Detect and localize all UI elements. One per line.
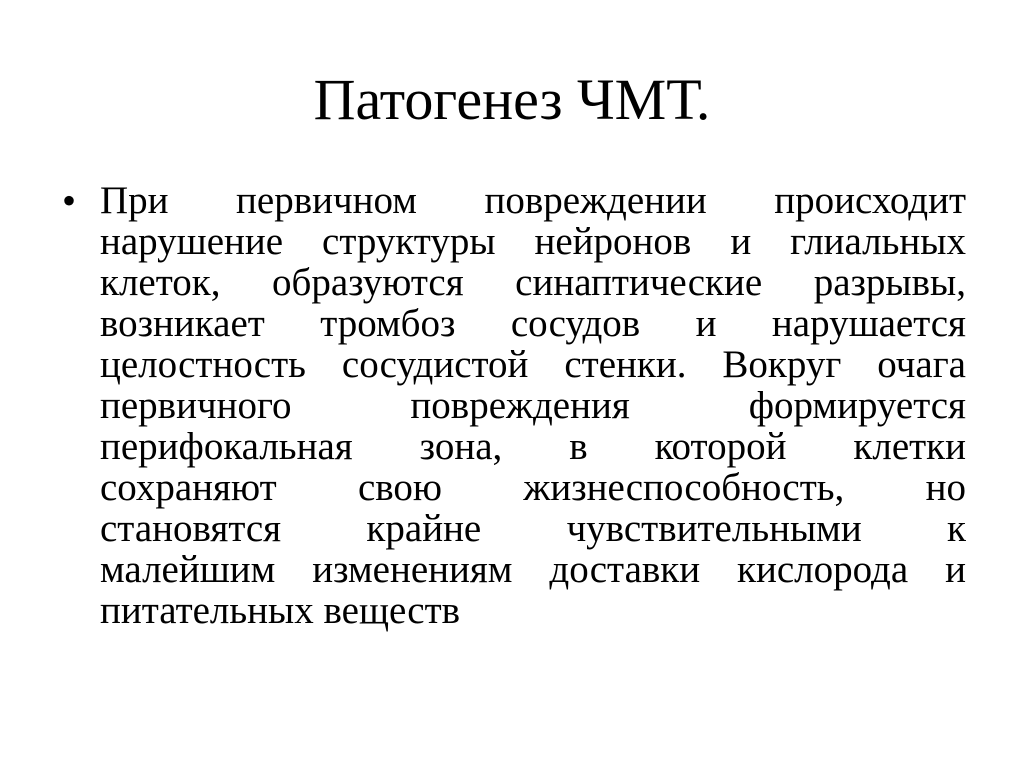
- bullet-line: возникает тромбоз сосудов и нарушается: [100, 302, 966, 345]
- bullet-line: сохраняют свою жизнеспособность, но: [100, 466, 966, 509]
- bullet-line: первичного повреждения формируется: [100, 384, 966, 427]
- bullet-line: становятся крайне чувствительными к: [100, 507, 966, 550]
- bullet-line: целостность сосудистой стенки. Вокруг очага: [100, 343, 966, 386]
- bullet-line: При первичном повреждении происходит: [100, 179, 966, 222]
- bullet-line: перифокальная зона, в которой клетки: [100, 425, 966, 468]
- bullet-list: [62, 180, 966, 631]
- bullet-dot-icon: •: [62, 178, 77, 223]
- bullet-line: нарушение структуры нейронов и глиальных: [100, 220, 966, 263]
- bullet-line: питательных веществ: [100, 589, 461, 632]
- bullet-line: клеток, образуются синаптические разрывы,: [100, 261, 966, 304]
- bullet-item: [62, 180, 966, 631]
- bullet-text: [100, 180, 966, 631]
- slide-title: Патогенез ЧМТ.: [313, 67, 711, 132]
- bullet-line: малейшим изменениям доставки кислорода и: [100, 548, 966, 591]
